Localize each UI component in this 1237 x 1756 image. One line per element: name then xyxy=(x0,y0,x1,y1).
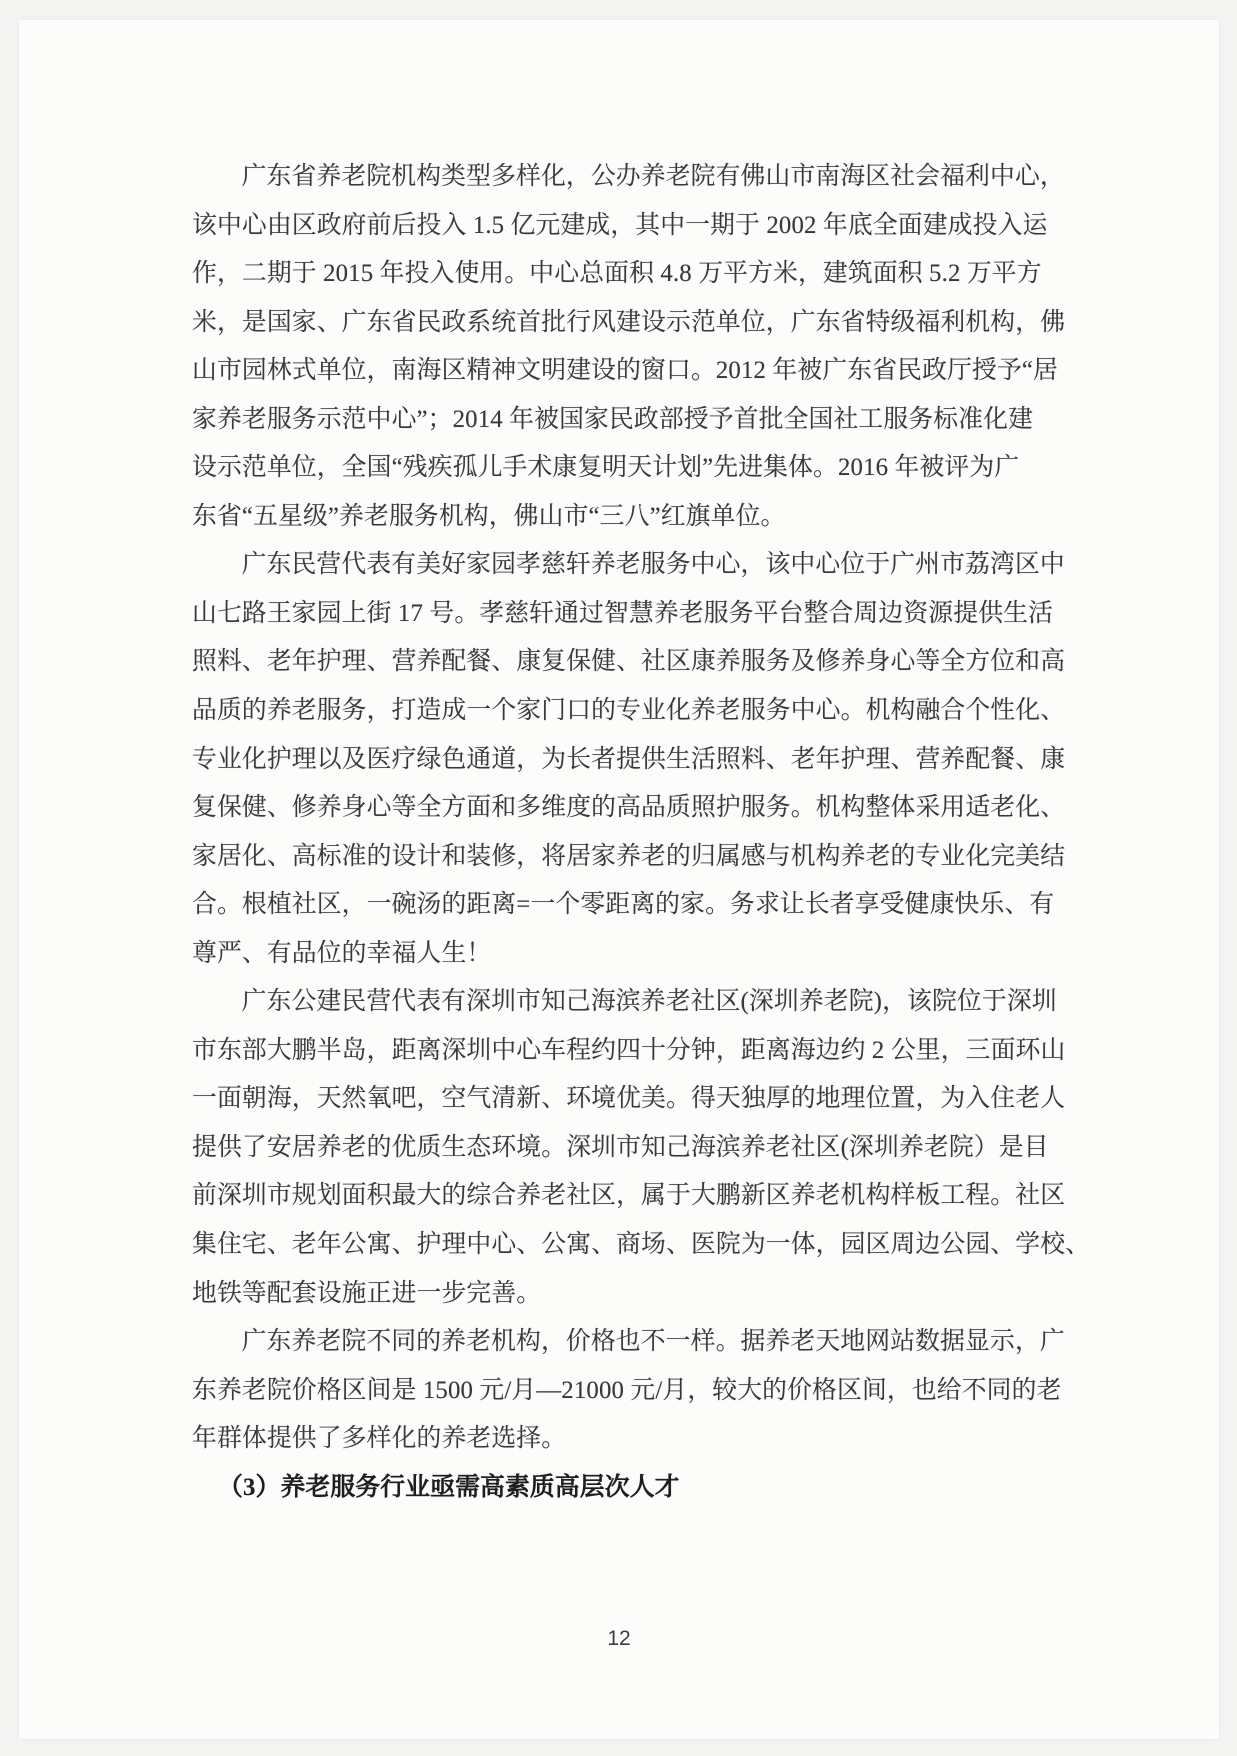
text-line: 山七路王家园上街 17 号。孝慈轩通过智慧养老服务平台整合周边资源提供生活 xyxy=(192,599,1054,627)
text-line: 合。根植社区，一碗汤的距离=一个零距离的家。务求让长者享受健康快乐、有 xyxy=(192,891,1055,919)
paragraph-pricing xyxy=(192,1318,1064,1464)
text-line: 年群体提供了多样化的养老选择。 xyxy=(192,1425,567,1453)
text-line: 集住宅、老年公寓、护理中心、公寓、商场、医院为一体，园区周边公园、学校、 xyxy=(192,1231,1091,1259)
text-line: 专业化护理以及医疗绿色通道，为长者提供生活照料、老年护理、营养配餐、康 xyxy=(192,745,1066,773)
text-line: 东养老院价格区间是 1500 元/月—21000 元/月，较大的价格区间，也给不同的老 xyxy=(192,1376,1062,1404)
paragraph-private-nursing-homes xyxy=(192,541,1064,978)
text-line: 地铁等配套设施正进一步完善。 xyxy=(192,1279,542,1307)
text-line: 提供了安居养老的优质生态环境。深圳市知己海滨养老社区(深圳养老院）是目 xyxy=(192,1133,1049,1161)
text-line: 作，二期于 2015 年投入使用。中心总面积 4.8 万平方米，建筑面积 5.2 万平方 xyxy=(192,260,1042,288)
page-number: 12 xyxy=(607,1627,631,1650)
text-line: 该中心由区政府前后投入 1.5 亿元建成，其中一期于 2002 年底全面建成投入运 xyxy=(192,211,1048,239)
text-line: 品质的养老服务，打造成一个家门口的专业化养老服务中心。机构融合个性化、 xyxy=(192,697,1066,725)
text-line: 尊严、有品位的幸福人生！ xyxy=(192,939,492,967)
paragraph-public-private-nursing-homes xyxy=(192,978,1091,1318)
document-page xyxy=(19,20,1219,1739)
text-line: 市东部大鹏半岛，距离深圳中心车程约四十分钟，距离海边约 2 公里，三面环山 xyxy=(192,1036,1066,1064)
text-line: 广东民营代表有美好家园孝慈轩养老服务中心，该中心位于广州市荔湾区中 xyxy=(241,551,1065,579)
text-line: 家居化、高标准的设计和装修，将居家养老的归属感与机构养老的专业化完美结 xyxy=(192,842,1066,870)
text-line: 家养老服务示范中心”；2014 年被国家民政部授予首批全国社工服务标准化建 xyxy=(192,405,1034,433)
text-line: 复保健、修养身心等全方面和多维度的高品质照护服务。机构整体采用适老化、 xyxy=(192,794,1066,822)
text-line: 米，是国家、广东省民政系统首批行风建设示范单位，广东省特级福利机构，佛 xyxy=(192,308,1066,336)
text-line: 东省“五星级”养老服务机构，佛山市“三八”红旗单位。 xyxy=(192,502,786,530)
section-heading: （3）养老服务行业亟需高素质高层次人才 xyxy=(218,1473,680,1501)
text-line: 广东公建民营代表有深圳市知己海滨养老社区(深圳养老院)，该院位于深圳 xyxy=(241,988,1057,1016)
text-block xyxy=(192,153,1091,1512)
text-line: 一面朝海，天然氧吧，空气清新、环境优美。得天独厚的地理位置，为入住老人 xyxy=(192,1085,1066,1113)
paragraph-public-nursing-homes xyxy=(192,153,1064,541)
text-line: 广东养老院不同的养老机构，价格也不一样。据养老天地网站数据显示，广 xyxy=(241,1328,1065,1356)
text-line: 山市园林式单位，南海区精神文明建设的窗口。2012 年被广东省民政厅授予“居 xyxy=(192,357,1059,385)
text-line: 广东省养老院机构类型多样化，公办养老院有佛山市南海区社会福利中心， xyxy=(241,163,1065,190)
text-line: 设示范单位，全国“残疾孤儿手术康复明天计划”先进集体。2016 年被评为广 xyxy=(192,454,1020,482)
text-line: 前深圳市规划面积最大的综合养老社区，属于大鹏新区养老机构样板工程。社区 xyxy=(192,1182,1066,1210)
text-line: 照料、老年护理、营养配餐、康复保健、社区康养服务及修养身心等全方位和高 xyxy=(192,648,1066,676)
